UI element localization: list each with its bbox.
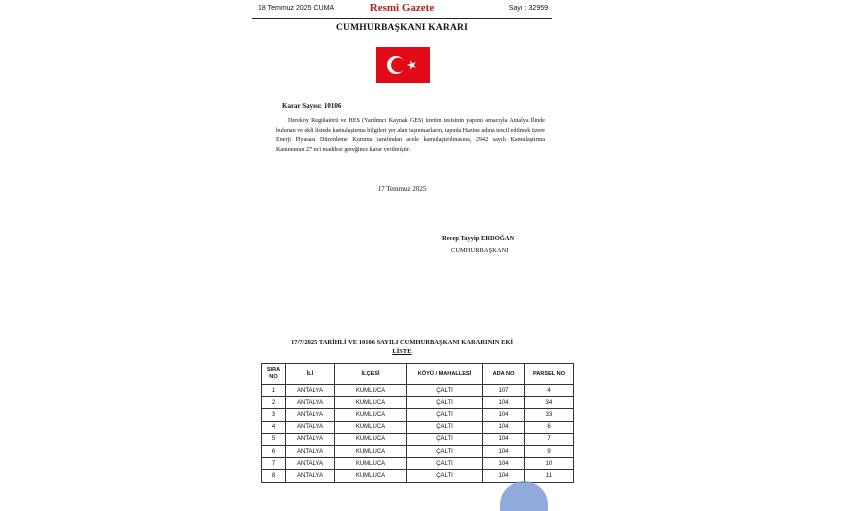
col-koyu-mahallesi: KÖYÜ / MAHALLESİ bbox=[407, 364, 483, 385]
cell-ili: ANTALYA bbox=[286, 445, 335, 457]
cell-ada-no: 107 bbox=[483, 385, 525, 397]
signatory-name: Recep Tayyip ERDOĞAN bbox=[442, 235, 515, 242]
cell-sira-no: 5 bbox=[262, 433, 286, 445]
cell-ilcesi: KUMLUCA bbox=[335, 397, 407, 409]
cell-ili: ANTALYA bbox=[286, 470, 335, 482]
table-row bbox=[262, 433, 574, 445]
cell-koyu: ÇALTI bbox=[407, 445, 483, 457]
cell-koyu: ÇALTI bbox=[407, 458, 483, 470]
cell-parsel-no: 9 bbox=[525, 445, 574, 457]
table-row bbox=[262, 397, 574, 409]
cell-ili: ANTALYA bbox=[286, 385, 335, 397]
cell-sira-no: 6 bbox=[262, 445, 286, 457]
cell-koyu: ÇALTI bbox=[407, 385, 483, 397]
table-row bbox=[262, 385, 574, 397]
cell-koyu: ÇALTI bbox=[407, 397, 483, 409]
col-ada-no: ADA NO bbox=[483, 364, 525, 385]
cell-sira-no: 8 bbox=[262, 470, 286, 482]
decision-body: Dereköy Regülatörü ve HES (Yardımcı Kaynak GES) üretim tesisinin yapımı amacıyla Antalya İlinde bulunan ve ekli listede kamulaştırma bilgileri yer alan taşınmazların, tapuda Hazine adına tescil edilmek üzere Enerji Piyasası Düzenleme Kurumu tarafından acele kamulaştırılmasına, 2942 sayılı Kamulaştırma Kanununun 27 nci maddesi gereğince karar verilmiştir. bbox=[276, 118, 545, 153]
annex-list-label: LİSTE bbox=[392, 348, 412, 355]
issue-number: Sayı : 32959 bbox=[508, 5, 548, 12]
cell-ili: ANTALYA bbox=[286, 458, 335, 470]
gazette-header bbox=[252, 0, 552, 19]
cell-parsel-no: 10 bbox=[525, 458, 574, 470]
cell-ada-no: 104 bbox=[483, 433, 525, 445]
cell-ilcesi: KUMLUCA bbox=[335, 433, 407, 445]
turkish-flag-icon bbox=[376, 47, 430, 83]
cell-ada-no: 104 bbox=[483, 397, 525, 409]
col-parsel-no: PARSEL NO bbox=[525, 364, 574, 385]
cell-parsel-no: 6 bbox=[525, 421, 574, 433]
cell-ili: ANTALYA bbox=[286, 421, 335, 433]
cell-ada-no: 104 bbox=[483, 445, 525, 457]
decision-heading: CUMHURBAŞKANI KARARI bbox=[336, 23, 468, 33]
cell-ilcesi: KUMLUCA bbox=[335, 409, 407, 421]
cell-ada-no: 104 bbox=[483, 421, 525, 433]
annex-title-line: 17/7/2025 TARİHLİ VE 10106 SAYILI CUMHURBAŞKANI KARARININ EKİ bbox=[290, 339, 514, 346]
table-row bbox=[262, 445, 574, 457]
cell-ilcesi: KUMLUCA bbox=[335, 421, 407, 433]
cell-sira-no: 2 bbox=[262, 397, 286, 409]
col-ilcesi: İLÇESİ bbox=[335, 364, 407, 385]
cell-koyu: ÇALTI bbox=[407, 421, 483, 433]
cell-sira-no: 7 bbox=[262, 458, 286, 470]
table-row bbox=[262, 409, 574, 421]
cell-ada-no: 104 bbox=[483, 470, 525, 482]
table-row bbox=[262, 421, 574, 433]
cell-parsel-no: 7 bbox=[525, 433, 574, 445]
decision-date: 17 Temmuz 2025 bbox=[377, 185, 427, 193]
col-sira-no: SIRA NO bbox=[262, 364, 286, 385]
decision-number: Karar Sayısı: 10106 bbox=[282, 102, 342, 110]
annex-list-title bbox=[252, 338, 552, 356]
cell-ada-no: 104 bbox=[483, 458, 525, 470]
signatory-title: CUMHURBAŞKANI bbox=[451, 247, 509, 254]
cell-sira-no: 4 bbox=[262, 421, 286, 433]
gazette-title: Resmi Gazete bbox=[369, 2, 435, 14]
cell-koyu: ÇALTI bbox=[407, 433, 483, 445]
header-date: 18 Temmuz 2025 CUMA bbox=[258, 5, 335, 12]
cell-parsel-no: 34 bbox=[525, 397, 574, 409]
cell-koyu: ÇALTI bbox=[407, 470, 483, 482]
table-header-row bbox=[262, 364, 574, 385]
cell-ili: ANTALYA bbox=[286, 433, 335, 445]
cell-ilcesi: KUMLUCA bbox=[335, 445, 407, 457]
cell-koyu: ÇALTI bbox=[407, 409, 483, 421]
cell-ada-no: 104 bbox=[483, 409, 525, 421]
cell-sira-no: 1 bbox=[262, 385, 286, 397]
cell-sira-no: 3 bbox=[262, 409, 286, 421]
parcel-table bbox=[261, 363, 574, 483]
cell-ilcesi: KUMLUCA bbox=[335, 458, 407, 470]
cell-ilcesi: KUMLUCA bbox=[335, 385, 407, 397]
table-row bbox=[262, 458, 574, 470]
cell-parsel-no: 11 bbox=[525, 470, 574, 482]
cell-ili: ANTALYA bbox=[286, 397, 335, 409]
cell-parsel-no: 4 bbox=[525, 385, 574, 397]
cell-ili: ANTALYA bbox=[286, 409, 335, 421]
cell-parsel-no: 33 bbox=[525, 409, 574, 421]
cell-ilcesi: KUMLUCA bbox=[335, 470, 407, 482]
col-ili: İLİ bbox=[286, 364, 335, 385]
